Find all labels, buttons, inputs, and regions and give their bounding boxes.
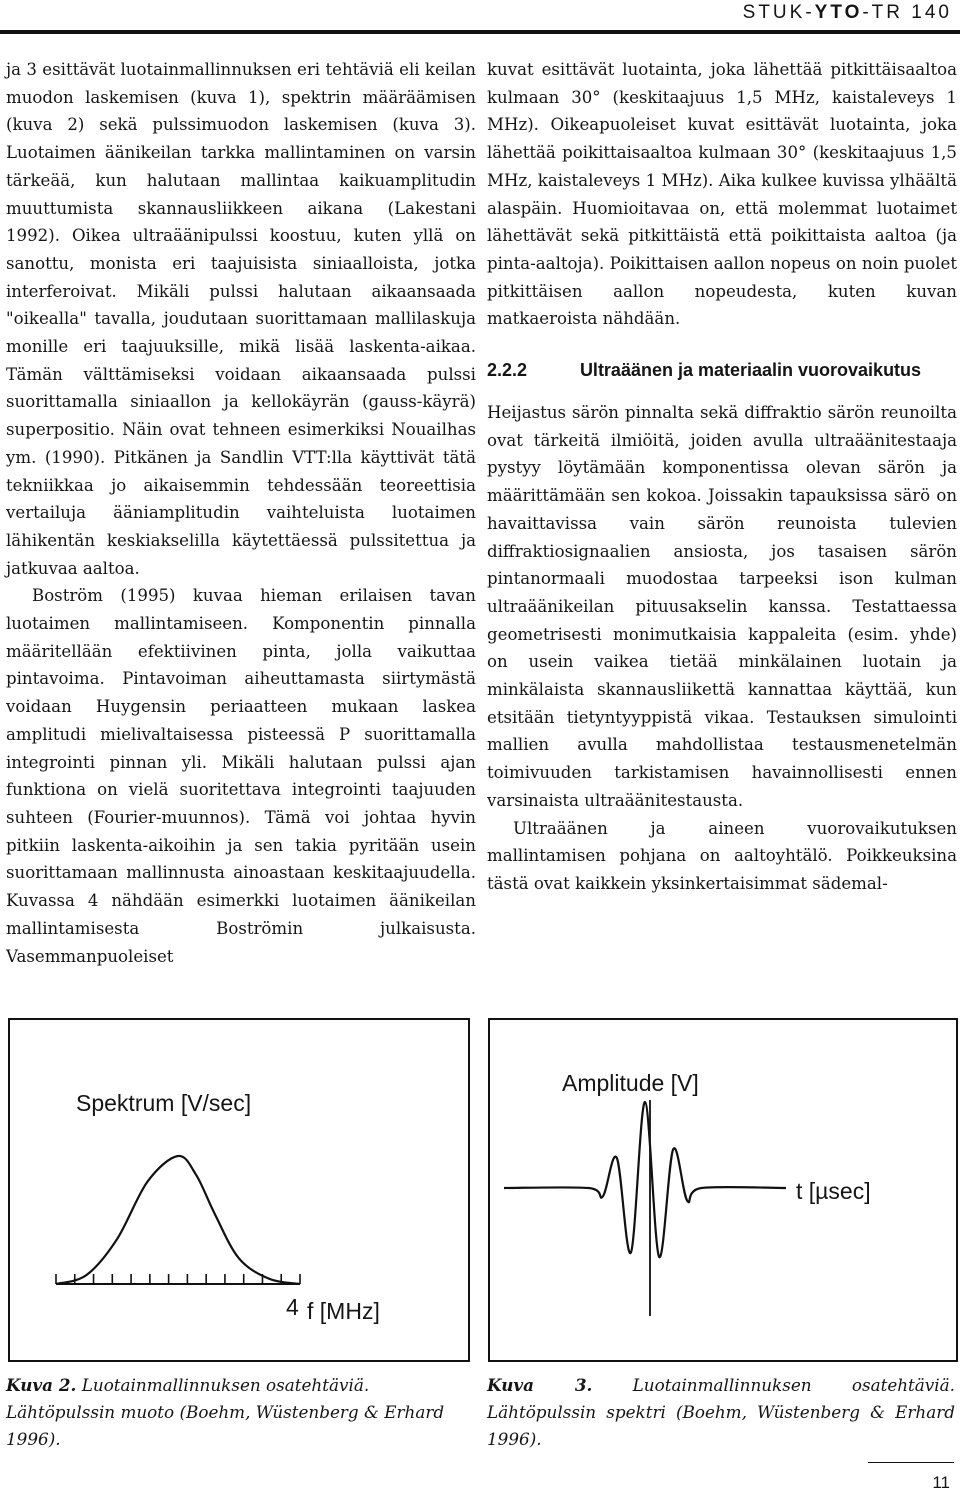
header-rule: [0, 30, 960, 34]
page-number: 11: [932, 1473, 950, 1492]
pulse-series-line: [504, 1102, 786, 1257]
caption-3-text: Luotainmallinnuksen osatehtäviä. Lähtöpulssin spektri (Boehm, Wüstenberg & Erhard 1996).: [487, 1375, 955, 1449]
caption-3-label: Kuva 3.: [487, 1375, 593, 1395]
page-number-rule: [868, 1462, 954, 1463]
series-prefix: STUK-: [742, 2, 815, 23]
series-bold: YTO: [814, 2, 863, 23]
right-column: [487, 56, 957, 898]
section-heading: [487, 355, 957, 385]
figure-spectrum: [8, 1018, 470, 1362]
series-suffix: -TR 140: [862, 2, 952, 23]
section-title: Ultraäänen ja materiaalin vuorovaikutus: [579, 360, 922, 381]
spectrum-ylabel: Spektrum [V/sec]: [76, 1090, 252, 1116]
report-series: [743, 2, 952, 24]
left-paragraph-1: ja 3 esittävät luotainmallinnuksen eri tehtäviä eli keilan muodon laskemisen (kuva 1), spektrin määräämisen (kuva 2) sekä pulssimuodon laskemisen (kuva 3). Luotaimen äänikeilan tarkka mallintaminen on varsin tärkeää, kun halutaan mallintaa kaikuamplitudin muuttumista skannausliikkeen aikana (Lakestani 1992). Oikea ultraäänipulssi koostuu, kuten yllä on sanottu, monista eri taajuisista siniaalloista, jotka interferoivat. Mikäli pulssi halutaan aikaansaada "oikealla" tavalla, joudutaan suorittamaan mallilaskuja monille eri taajuuksille, mikä lisää laskenta-aikaa. Tämän välttämiseksi voidaan aikaansaada pulssi suorittamalla siniaallon ja kellokäyrän (gauss-käyrä) superpositio. Näin ovat tehneen esimerkiksi Nouailhas ym. (1990). Pitkänen ja Sandlin VTT:lla käyttivät tätä tekniikkaa jo aikaisemmin tehdessään teoreettisia vertailuja ääniamplitudin vaihteluista luotaimen lähikentän keskiakselilla käytettäessä pulssitettua ja jatkuvaa aaltoa.: [6, 60, 476, 578]
left-paragraph-2: Boström (1995) kuvaa hieman erilaisen tavan luotaimen mallintamiseen. Komponentin pinnalla määritellään efektiivinen pinta, jolla vaikuttaa pintavoima. Pintavoiman aiheuttamasta siirtymästä voidaan Huygensin periaatteen mukaan laskea amplitudi mielivaltaisessa pisteessä P suorittamalla integrointi pinnan yli. Mikäli halutaan pulssi ajan funktiona on vielä suoritettava integrointi taajuuden suhteen (Fourier-muunnos). Tämä voi johtaa hyvin pitkiin laskenta-aikoihin ja sen takia pyritään usein suorittamaan mallinnusta ainoastaan keskitaajuudella. Kuvassa 4 nähdään esimerkki luotaimen äänikeilan mallintamisesta Boströmin julkaisusta. Vasemmanpuoleiset: [6, 586, 476, 966]
spectrum-x-tick-label: 4: [286, 1294, 299, 1320]
caption-2-text: Luotainmallinnuksen osatehtäviä. Lähtöpulssin muoto (Boehm, Wüstenberg & Erhard 1996).: [6, 1375, 445, 1449]
figure-pulse: [488, 1018, 958, 1362]
pulse-xlabel: t [µsec]: [796, 1178, 871, 1204]
pulse-chart: [490, 1020, 956, 1360]
spectrum-series-line: [56, 1156, 300, 1284]
pulse-ylabel: Amplitude [V]: [562, 1070, 699, 1096]
left-column: [6, 56, 476, 970]
spectrum-xlabel: f [MHz]: [307, 1298, 380, 1324]
spectrum-chart: [10, 1020, 468, 1360]
right-paragraph-2: Heijastus särön pinnalta sekä diffraktio särön reunoilta ovat tärkeitä ilmiöitä, joiden avulla ultraäänitestaaja pystyy löytämään komponentissa olevan särön ja määrittämään sen kokoa. Joissakin tapauksissa särö on havaittavissa vain särön reunoista tulevien diffraktiosignaalien ansiosta, jos tasaisen särön pintanormaali muodostaa tarpeeksi ison kulman ultraäänikeilan pituusakselin kanssa. Testattaessa geometrisesti monimutkaisia kappaleita (esim. yhde) on usein vaikea tietää minkälainen luotain ja minkälaista skannausliikettä kannattaa käyttää, kun etsitään tietyntyyppistä vikaa. Testauksen simulointi mallien avulla mahdollistaa testausmenetelmän toimivuuden tarkistamisen havainnollisesti ennen varsinaista ultraäänitestausta.: [487, 403, 957, 810]
right-paragraph-3: Ultraäänen ja aineen vuorovaikutuksen mallintamisen pohjana on aaltoyhtälö. Poikkeuksina tästä ovat kaikkein yksinkertaisimmat sädemal-: [487, 818, 957, 893]
caption-figure-3: [487, 1372, 955, 1453]
section-number: 2.2.2: [487, 360, 528, 381]
caption-2-label: Kuva 2.: [6, 1375, 77, 1395]
right-paragraph-1: kuvat esittävät luotainta, joka lähettää pitkittäisaaltoa kulmaan 30° (keskitaajuus 1,5 MHz, kaistaleveys 1 MHz). Oikeapuoleiset kuvat esittävät luotainta, joka lähettää poikittaisaaltoa kulmaan 30° (keskitaajuus 1,5 MHz, kaistaleveys 1 MHz). Aika kulkee kuvissa ylhäältä alaspäin. Huomioitavaa on, että molemmat luotaimet lähettävät sekä pitkittäistä että poikittaista aaltoa (ja pinta-aaltoja). Poikittaisen aallon nopeus on noin puolet pitkittäisen aallon nopeudesta, kuten kuvan matkaeroista nähdään.: [487, 60, 957, 329]
caption-figure-2: [6, 1372, 474, 1453]
